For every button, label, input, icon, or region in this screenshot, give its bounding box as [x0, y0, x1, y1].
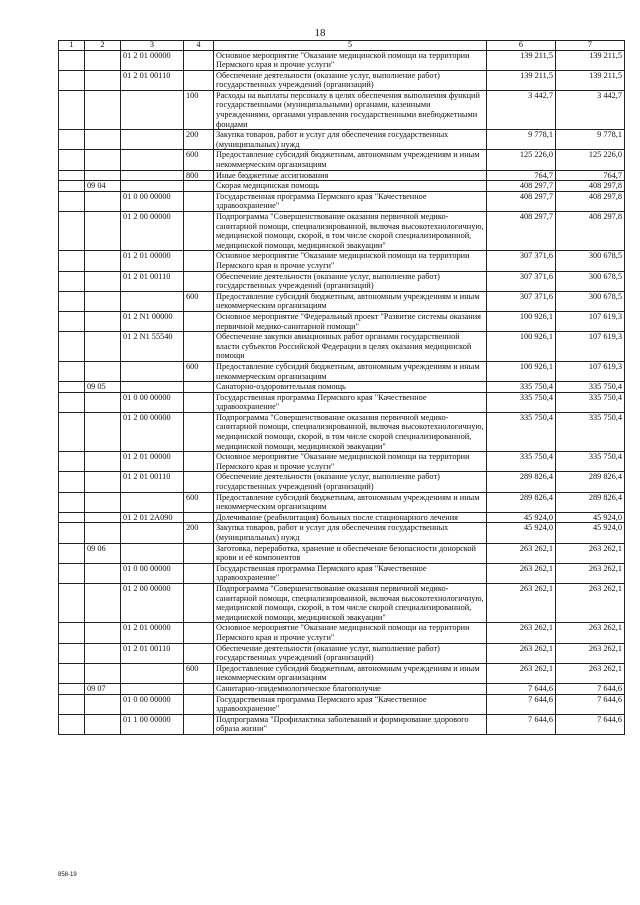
cell-amount-year1: 263 262,1 — [487, 623, 556, 643]
column-number: 1 — [59, 41, 85, 51]
cell-target-code: 01 0 00 00000 — [121, 392, 184, 412]
cell-amount-year2: 107 619,3 — [556, 332, 625, 362]
cell-section — [85, 50, 121, 70]
cell-amount-year2: 45 924,0 — [556, 523, 625, 543]
table-row — [59, 714, 625, 734]
cell-section — [85, 332, 121, 362]
cell-description: Заготовка, переработка, хранение и обеспечение безопасности донорской крови и её компонентов — [214, 543, 487, 563]
cell-description: Обеспечение закупки авиационных работ органами государственной власти субъектов Российской Федерации в целях оказания медицинской помощи — [214, 332, 487, 362]
table-row — [59, 170, 625, 181]
cell-expense-type — [184, 392, 214, 412]
table-row — [59, 492, 625, 512]
cell-amount-year2: 7 644,6 — [556, 683, 625, 694]
cell-description: Предоставление субсидий бюджетным, автономным учреждениям и иным некоммерческим организациям — [214, 663, 487, 683]
cell-description: Обеспечение деятельности (оказание услуг, выполнение работ) государственных учреждений (организаций) — [214, 271, 487, 291]
table-row — [59, 130, 625, 150]
cell-target-code: 01 2 01 00110 — [121, 70, 184, 90]
cell-amount-year2: 263 262,1 — [556, 543, 625, 563]
cell-target-code: 01 2 01 00000 — [121, 623, 184, 643]
footer-code: 858-19 — [58, 872, 77, 878]
cell-empty — [59, 70, 85, 90]
cell-amount-year1: 45 924,0 — [487, 523, 556, 543]
cell-amount-year2: 263 262,1 — [556, 643, 625, 663]
cell-target-code: 01 2 01 2А090 — [121, 512, 184, 523]
cell-target-code: 01 2 N1 00000 — [121, 311, 184, 331]
cell-amount-year2: 289 826,4 — [556, 472, 625, 492]
cell-description: Обеспечение деятельности (оказание услуг, выполнение работ) государственных учреждений (организаций) — [214, 643, 487, 663]
cell-amount-year2: 300 678,5 — [556, 251, 625, 271]
cell-amount-year1: 125 226,0 — [487, 150, 556, 170]
cell-empty — [59, 271, 85, 291]
cell-expense-type — [184, 472, 214, 492]
cell-target-code — [121, 170, 184, 181]
cell-expense-type: 800 — [184, 170, 214, 181]
cell-amount-year1: 263 262,1 — [487, 663, 556, 683]
cell-empty — [59, 523, 85, 543]
cell-empty — [59, 181, 85, 192]
cell-amount-year2: 300 678,5 — [556, 291, 625, 311]
cell-target-code — [121, 663, 184, 683]
cell-amount-year1: 263 262,1 — [487, 543, 556, 563]
cell-amount-year1: 263 262,1 — [487, 563, 556, 583]
cell-expense-type: 200 — [184, 130, 214, 150]
cell-expense-type — [184, 382, 214, 393]
cell-expense-type — [184, 563, 214, 583]
cell-description: Иные бюджетные ассигнования — [214, 170, 487, 181]
budget-table — [58, 40, 625, 735]
cell-section — [85, 70, 121, 90]
cell-amount-year2: 289 826,4 — [556, 492, 625, 512]
cell-amount-year1: 307 371,6 — [487, 291, 556, 311]
table-row — [59, 70, 625, 90]
cell-section — [85, 563, 121, 583]
cell-expense-type: 600 — [184, 492, 214, 512]
cell-description: Основное мероприятие "Оказание медицинской помощи на территории Пермского края и прочие услуги" — [214, 452, 487, 472]
cell-section — [85, 623, 121, 643]
cell-section — [85, 472, 121, 492]
column-number-row — [59, 41, 625, 51]
cell-expense-type — [184, 191, 214, 211]
cell-section — [85, 150, 121, 170]
cell-expense-type — [184, 623, 214, 643]
cell-description: Санаторно-оздоровительная помощь — [214, 382, 487, 393]
cell-empty — [59, 623, 85, 643]
cell-amount-year2: 107 619,3 — [556, 361, 625, 381]
cell-expense-type — [184, 512, 214, 523]
cell-amount-year2: 263 262,1 — [556, 583, 625, 622]
column-number: 7 — [556, 41, 625, 51]
cell-amount-year2: 335 750,4 — [556, 392, 625, 412]
table-row — [59, 683, 625, 694]
cell-expense-type: 200 — [184, 523, 214, 543]
table-row — [59, 150, 625, 170]
cell-empty — [59, 563, 85, 583]
cell-empty — [59, 583, 85, 622]
cell-section: 09 04 — [85, 181, 121, 192]
cell-amount-year1: 3 442,7 — [487, 90, 556, 129]
column-number: 5 — [214, 41, 487, 51]
cell-description: Скорая медицинская помощь — [214, 181, 487, 192]
cell-amount-year1: 335 750,4 — [487, 382, 556, 393]
cell-amount-year1: 289 826,4 — [487, 492, 556, 512]
cell-amount-year2: 408 297,8 — [556, 212, 625, 251]
cell-section: 09 06 — [85, 543, 121, 563]
table-row — [59, 90, 625, 129]
cell-empty — [59, 512, 85, 523]
cell-section — [85, 170, 121, 181]
cell-section — [85, 512, 121, 523]
cell-expense-type — [184, 683, 214, 694]
cell-section — [85, 643, 121, 663]
cell-section — [85, 291, 121, 311]
cell-target-code — [121, 543, 184, 563]
cell-target-code — [121, 150, 184, 170]
cell-empty — [59, 150, 85, 170]
cell-section — [85, 492, 121, 512]
cell-expense-type — [184, 694, 214, 714]
cell-expense-type — [184, 311, 214, 331]
cell-section — [85, 663, 121, 683]
cell-amount-year2: 9 778,1 — [556, 130, 625, 150]
cell-target-code: 01 0 00 00000 — [121, 191, 184, 211]
cell-amount-year1: 7 644,6 — [487, 694, 556, 714]
cell-amount-year2: 3 442,7 — [556, 90, 625, 129]
cell-description: Предоставление субсидий бюджетным, автономным учреждениям и иным некоммерческим организациям — [214, 150, 487, 170]
table-body — [59, 50, 625, 734]
cell-empty — [59, 643, 85, 663]
cell-section — [85, 271, 121, 291]
table-row — [59, 311, 625, 331]
page-number: 18 — [314, 27, 326, 39]
cell-target-code: 01 0 00 00000 — [121, 563, 184, 583]
cell-section: 09 07 — [85, 683, 121, 694]
cell-expense-type — [184, 583, 214, 622]
cell-section — [85, 361, 121, 381]
cell-empty — [59, 170, 85, 181]
cell-amount-year2: 335 750,4 — [556, 412, 625, 451]
cell-expense-type — [184, 251, 214, 271]
cell-amount-year1: 9 778,1 — [487, 130, 556, 150]
cell-section — [85, 251, 121, 271]
cell-description: Основное мероприятие "Оказание медицинской помощи на территории Пермского края и прочие услуги" — [214, 251, 487, 271]
cell-description: Подпрограмма "Совершенствование оказания первичной медико-санитарной помощи, специализированной, включая высокотехнологичную, медицинской помощи, скорой, в том числе скорой специализированной, медицинской помощи, медицинской эвакуации" — [214, 583, 487, 622]
cell-expense-type — [184, 543, 214, 563]
cell-empty — [59, 130, 85, 150]
cell-empty — [59, 361, 85, 381]
table-row — [59, 523, 625, 543]
cell-section — [85, 714, 121, 734]
cell-description: Государственная программа Пермского края "Качественное здравоохранение" — [214, 392, 487, 412]
cell-description: Предоставление субсидий бюджетным, автономным учреждениям и иным некоммерческим организациям — [214, 492, 487, 512]
cell-target-code: 01 0 00 00000 — [121, 694, 184, 714]
cell-section — [85, 694, 121, 714]
cell-expense-type — [184, 643, 214, 663]
cell-expense-type — [184, 212, 214, 251]
cell-empty — [59, 311, 85, 331]
cell-empty — [59, 392, 85, 412]
cell-target-code: 01 2 N1 55540 — [121, 332, 184, 362]
cell-section — [85, 191, 121, 211]
cell-expense-type — [184, 714, 214, 734]
cell-empty — [59, 663, 85, 683]
cell-description: Обеспечение деятельности (оказание услуг, выполнение работ) государственных учреждений (организаций) — [214, 472, 487, 492]
cell-empty — [59, 90, 85, 129]
cell-empty — [59, 452, 85, 472]
cell-amount-year2: 263 262,1 — [556, 623, 625, 643]
cell-description: Обеспечение деятельности (оказание услуг, выполнение работ) государственных учреждений (организаций) — [214, 70, 487, 90]
cell-amount-year1: 7 644,6 — [487, 714, 556, 734]
column-number: 2 — [85, 41, 121, 51]
cell-amount-year2: 45 924,0 — [556, 512, 625, 523]
cell-expense-type: 600 — [184, 291, 214, 311]
table-row — [59, 623, 625, 643]
cell-expense-type — [184, 452, 214, 472]
cell-section — [85, 583, 121, 622]
table-row — [59, 583, 625, 622]
cell-empty — [59, 714, 85, 734]
cell-amount-year1: 335 750,4 — [487, 392, 556, 412]
cell-description: Основное мероприятие "Оказание медицинской помощи на территории Пермского края и прочие услуги" — [214, 623, 487, 643]
cell-description: Долечивание (реабилитация) больных после стационарного лечения — [214, 512, 487, 523]
cell-section — [85, 130, 121, 150]
cell-expense-type: 600 — [184, 361, 214, 381]
cell-empty — [59, 212, 85, 251]
cell-empty — [59, 332, 85, 362]
cell-description: Расходы на выплаты персоналу в целях обеспечения выполнения функций государственными (муниципальными) органами, казенными учреждениями, органами управления государственными внебюджетными фондами — [214, 90, 487, 129]
cell-target-code — [121, 361, 184, 381]
cell-target-code — [121, 291, 184, 311]
cell-amount-year1: 764,7 — [487, 170, 556, 181]
cell-section — [85, 392, 121, 412]
cell-amount-year1: 100 926,1 — [487, 332, 556, 362]
cell-section — [85, 90, 121, 129]
cell-amount-year1: 307 371,6 — [487, 271, 556, 291]
cell-amount-year1: 408 297,7 — [487, 181, 556, 192]
table-row — [59, 212, 625, 251]
cell-description: Закупка товаров, работ и услуг для обеспечения государственных (муниципальных) нужд — [214, 130, 487, 150]
cell-expense-type — [184, 70, 214, 90]
cell-amount-year1: 100 926,1 — [487, 361, 556, 381]
cell-empty — [59, 382, 85, 393]
table-row — [59, 663, 625, 683]
cell-target-code: 01 2 00 00000 — [121, 583, 184, 622]
cell-amount-year1: 335 750,4 — [487, 412, 556, 451]
table-row — [59, 512, 625, 523]
table-row — [59, 271, 625, 291]
cell-expense-type: 100 — [184, 90, 214, 129]
cell-amount-year1: 408 297,7 — [487, 191, 556, 211]
cell-amount-year2: 335 750,4 — [556, 382, 625, 393]
cell-amount-year2: 408 297,8 — [556, 181, 625, 192]
cell-amount-year2: 107 619,3 — [556, 311, 625, 331]
cell-amount-year2: 125 226,0 — [556, 150, 625, 170]
table-row — [59, 392, 625, 412]
cell-expense-type: 600 — [184, 150, 214, 170]
table-row — [59, 472, 625, 492]
cell-target-code: 01 1 00 00000 — [121, 714, 184, 734]
cell-empty — [59, 50, 85, 70]
cell-target-code: 01 2 00 00000 — [121, 412, 184, 451]
cell-description: Государственная программа Пермского края "Качественное здравоохранение" — [214, 694, 487, 714]
cell-target-code — [121, 523, 184, 543]
table-row — [59, 643, 625, 663]
cell-amount-year2: 139 211,5 — [556, 50, 625, 70]
cell-amount-year2: 263 262,1 — [556, 663, 625, 683]
cell-description: Закупка товаров, работ и услуг для обеспечения государственных (муниципальных) нужд — [214, 523, 487, 543]
cell-amount-year1: 7 644,6 — [487, 683, 556, 694]
cell-target-code — [121, 90, 184, 129]
cell-amount-year1: 263 262,1 — [487, 643, 556, 663]
table-row — [59, 382, 625, 393]
cell-target-code — [121, 683, 184, 694]
cell-section — [85, 523, 121, 543]
cell-target-code: 01 2 01 00000 — [121, 251, 184, 271]
cell-empty — [59, 543, 85, 563]
cell-expense-type — [184, 412, 214, 451]
cell-description: Основное мероприятие "Оказание медицинской помощи на территории Пермского края и прочие услуги" — [214, 50, 487, 70]
cell-description: Подпрограмма "Совершенствование оказания первичной медико-санитарной помощи, специализированной, включая высокотехнологичную, медицинской помощи, скорой, в том числе скорой специализированной, медицинской помощи, медицинской эвакуации" — [214, 212, 487, 251]
table-row — [59, 694, 625, 714]
table-row — [59, 452, 625, 472]
cell-amount-year1: 408 297,7 — [487, 212, 556, 251]
cell-empty — [59, 251, 85, 271]
cell-amount-year1: 263 262,1 — [487, 583, 556, 622]
cell-target-code — [121, 382, 184, 393]
cell-amount-year2: 408 297,8 — [556, 191, 625, 211]
cell-empty — [59, 291, 85, 311]
cell-amount-year1: 307 371,6 — [487, 251, 556, 271]
table-row — [59, 563, 625, 583]
cell-amount-year1: 289 826,4 — [487, 472, 556, 492]
cell-section — [85, 452, 121, 472]
cell-amount-year1: 335 750,4 — [487, 452, 556, 472]
cell-empty — [59, 683, 85, 694]
cell-target-code: 01 2 01 00000 — [121, 50, 184, 70]
column-number: 6 — [487, 41, 556, 51]
cell-amount-year1: 139 211,5 — [487, 70, 556, 90]
cell-description: Государственная программа Пермского края "Качественное здравоохранение" — [214, 563, 487, 583]
column-number: 4 — [184, 41, 214, 51]
cell-amount-year2: 764,7 — [556, 170, 625, 181]
cell-description: Предоставление субсидий бюджетным, автономным учреждениям и иным некоммерческим организациям — [214, 361, 487, 381]
table-row — [59, 251, 625, 271]
cell-target-code: 01 2 00 00000 — [121, 212, 184, 251]
table-row — [59, 412, 625, 451]
cell-section — [85, 412, 121, 451]
column-number: 3 — [121, 41, 184, 51]
table-row — [59, 50, 625, 70]
cell-amount-year2: 263 262,1 — [556, 563, 625, 583]
cell-target-code: 01 2 01 00110 — [121, 643, 184, 663]
cell-amount-year2: 300 678,5 — [556, 271, 625, 291]
cell-empty — [59, 191, 85, 211]
cell-amount-year2: 7 644,6 — [556, 714, 625, 734]
cell-target-code — [121, 492, 184, 512]
table-row — [59, 181, 625, 192]
cell-section — [85, 212, 121, 251]
table-row — [59, 291, 625, 311]
cell-description: Подпрограмма "Профилактика заболеваний и формирование здорового образа жизни" — [214, 714, 487, 734]
cell-target-code: 01 2 01 00110 — [121, 271, 184, 291]
table-row — [59, 543, 625, 563]
cell-section — [85, 311, 121, 331]
cell-amount-year2: 7 644,6 — [556, 694, 625, 714]
cell-empty — [59, 492, 85, 512]
cell-amount-year1: 100 926,1 — [487, 311, 556, 331]
cell-expense-type: 600 — [184, 663, 214, 683]
cell-description: Санитарно-эпидемиологическое благополучие — [214, 683, 487, 694]
cell-section: 09 05 — [85, 382, 121, 393]
cell-target-code — [121, 181, 184, 192]
cell-amount-year2: 139 211,5 — [556, 70, 625, 90]
cell-expense-type — [184, 332, 214, 362]
cell-target-code — [121, 130, 184, 150]
cell-amount-year1: 139 211,5 — [487, 50, 556, 70]
cell-expense-type — [184, 181, 214, 192]
cell-description: Предоставление субсидий бюджетным, автономным учреждениям и иным некоммерческим организациям — [214, 291, 487, 311]
cell-target-code: 01 2 01 00110 — [121, 472, 184, 492]
cell-amount-year2: 335 750,4 — [556, 452, 625, 472]
cell-description: Основное мероприятие "Федеральный проект "Развитие системы оказания первичной медико-санитарной помощи" — [214, 311, 487, 331]
cell-empty — [59, 472, 85, 492]
table-row — [59, 191, 625, 211]
cell-amount-year1: 45 924,0 — [487, 512, 556, 523]
cell-target-code: 01 2 01 00000 — [121, 452, 184, 472]
cell-empty — [59, 694, 85, 714]
cell-expense-type — [184, 50, 214, 70]
table-row — [59, 361, 625, 381]
cell-empty — [59, 412, 85, 451]
cell-description: Подпрограмма "Совершенствование оказания первичной медико-санитарной помощи, специализированной, включая высокотехнологичную, медицинской помощи, скорой, в том числе скорой специализированной, медицинской помощи, медицинской эвакуации" — [214, 412, 487, 451]
cell-expense-type — [184, 271, 214, 291]
cell-description: Государственная программа Пермского края "Качественное здравоохранение" — [214, 191, 487, 211]
table-row — [59, 332, 625, 362]
